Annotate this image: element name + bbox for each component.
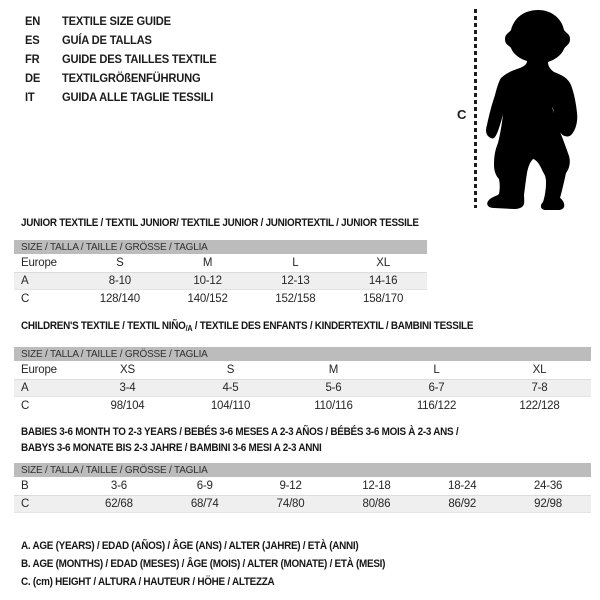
language-code-it: IT (25, 89, 35, 104)
size-cell: XS (120, 364, 135, 376)
table-row-age (14, 272, 427, 290)
language-row-es (25, 30, 228, 49)
age-cell: 7-8 (531, 382, 548, 394)
height-cell: 140/152 (187, 293, 228, 305)
language-row-de (25, 68, 228, 87)
age-cell: 9-12 (279, 480, 302, 492)
language-title-list (25, 11, 228, 106)
size-cell: XL (532, 364, 547, 376)
table-row-height (14, 290, 427, 308)
row-label: Europe (21, 257, 57, 269)
title-text: CHILDREN'S TEXTILE / TEXTIL NIÑO (21, 320, 186, 332)
height-cell: 104/110 (210, 400, 251, 412)
height-cell: 116/122 (416, 400, 457, 412)
height-cell: 158/170 (363, 293, 404, 305)
table-title-children (21, 320, 473, 333)
age-cell: 12-18 (362, 480, 391, 492)
legend-line-age-years: A. AGE (YEARS) / EDAD (AÑOS) / ÂGE (ANS) / ALTER (JAHRE) / ETÀ (ANNI) (21, 540, 359, 552)
height-cell: 86/92 (448, 498, 477, 510)
size-cell: L (292, 257, 299, 269)
height-cell: 110/116 (314, 400, 353, 412)
table-title-junior: JUNIOR TEXTILE / TEXTIL JUNIOR/ TEXTILE JUNIOR / JUNIORTEXTIL / JUNIOR TESSILE (21, 217, 419, 229)
table-row-age-months (14, 477, 591, 495)
language-row-it (25, 87, 228, 106)
age-cell: 10-12 (193, 275, 222, 287)
row-label: C (21, 293, 30, 305)
table-row-height (14, 397, 591, 415)
table-children (14, 347, 591, 415)
size-cell: L (433, 364, 440, 376)
height-label: C (457, 107, 467, 122)
title-subscript: /A (185, 324, 193, 333)
size-header-label: SIZE / TALLA / TAILLE / GRÖSSE / TAGLIA (21, 464, 208, 476)
language-title-de: TEXTILGRÖßENFÜHRUNG (62, 70, 201, 85)
age-cell: 5-6 (325, 382, 342, 394)
row-label: Europe (21, 364, 57, 376)
legend (21, 537, 426, 591)
language-row-fr (25, 49, 228, 68)
size-cell: XL (376, 257, 390, 269)
size-cell: M (328, 364, 339, 376)
legend-line-age-months: B. AGE (MONTHS) / EDAD (MESES) / ÂGE (MOIS) / ALTER (MONATE) / ETÀ (MESI) (21, 558, 386, 570)
language-title-it: GUIDA ALLE TAGLIE TESSILI (62, 89, 214, 104)
language-code-en: EN (25, 13, 41, 28)
row-label: C (21, 400, 30, 412)
height-cell: 74/80 (276, 498, 305, 510)
age-cell: 8-10 (108, 275, 131, 287)
row-label: A (21, 382, 29, 394)
age-cell: 18-24 (448, 480, 477, 492)
row-label: A (21, 275, 29, 287)
height-cell: 62/68 (105, 498, 133, 510)
language-code-de: DE (25, 70, 41, 85)
row-label: C (21, 498, 30, 510)
size-cell: M (202, 257, 213, 269)
height-cell: 98/104 (110, 400, 145, 412)
table-children-size-header (14, 347, 591, 361)
baby-silhouette-icon (482, 7, 594, 212)
table-junior-size-header (14, 240, 427, 254)
language-code-es: ES (25, 32, 40, 47)
table-babies-size-header (14, 463, 591, 477)
age-cell: 4-5 (222, 382, 239, 394)
height-cell: 128/140 (99, 293, 140, 305)
height-cell: 152/158 (275, 293, 316, 305)
height-cell: 122/128 (519, 400, 560, 412)
table-row-age (14, 379, 591, 397)
age-cell: 6-7 (428, 382, 445, 394)
legend-line-height: C. (cm) HEIGHT / ALTURA / HAUTEUR / HÖHE / ALTEZZA (21, 576, 275, 588)
table-row-height (14, 495, 591, 513)
title-text: / TEXTILE DES ENFANTS / KINDERTEXTIL / BAMBINI TESSILE (192, 320, 474, 332)
size-cell: S (116, 257, 124, 269)
size-header-label: SIZE / TALLA / TAILLE / GRÖSSE / TAGLIA (21, 348, 208, 360)
table-title-babies (21, 426, 458, 458)
language-code-fr: FR (25, 51, 40, 66)
height-cell: 80/86 (362, 498, 391, 510)
language-row-en (25, 11, 228, 30)
height-measure-dashed-line (474, 9, 477, 208)
age-cell: 3-6 (110, 480, 127, 492)
language-title-fr: GUIDE DES TAILLES TEXTILE (62, 51, 217, 66)
age-cell: 12-13 (281, 275, 310, 287)
table-row-europe (14, 361, 591, 379)
title-line-2: BABYS 3-6 MONATE BIS 2-3 JAHRE / BAMBINI 3-6 MESI A 2-3 ANNI (21, 442, 322, 454)
language-title-en: TEXTILE SIZE GUIDE (62, 13, 171, 28)
age-cell: 14-16 (368, 275, 398, 287)
language-title-es: GUÍA DE TALLAS (62, 32, 152, 47)
age-cell: 24-36 (533, 480, 563, 492)
age-cell: 6-9 (196, 480, 213, 492)
age-cell: 3-4 (119, 382, 136, 394)
row-label: B (21, 480, 29, 492)
height-cell: 68/74 (190, 498, 219, 510)
size-cell: S (226, 364, 235, 376)
table-babies (14, 463, 591, 513)
table-row-europe (14, 254, 427, 272)
height-cell: 92/98 (534, 498, 562, 510)
title-line-1: BABIES 3-6 MONTH TO 2-3 YEARS / BEBÉS 3-6 MESES A 2-3 AÑOS / BÉBÉS 3-6 MOIS À 2-3 ANS / (21, 426, 459, 438)
table-junior (14, 240, 427, 308)
size-header-label: SIZE / TALLA / TAILLE / GRÖSSE / TAGLIA (21, 241, 208, 253)
